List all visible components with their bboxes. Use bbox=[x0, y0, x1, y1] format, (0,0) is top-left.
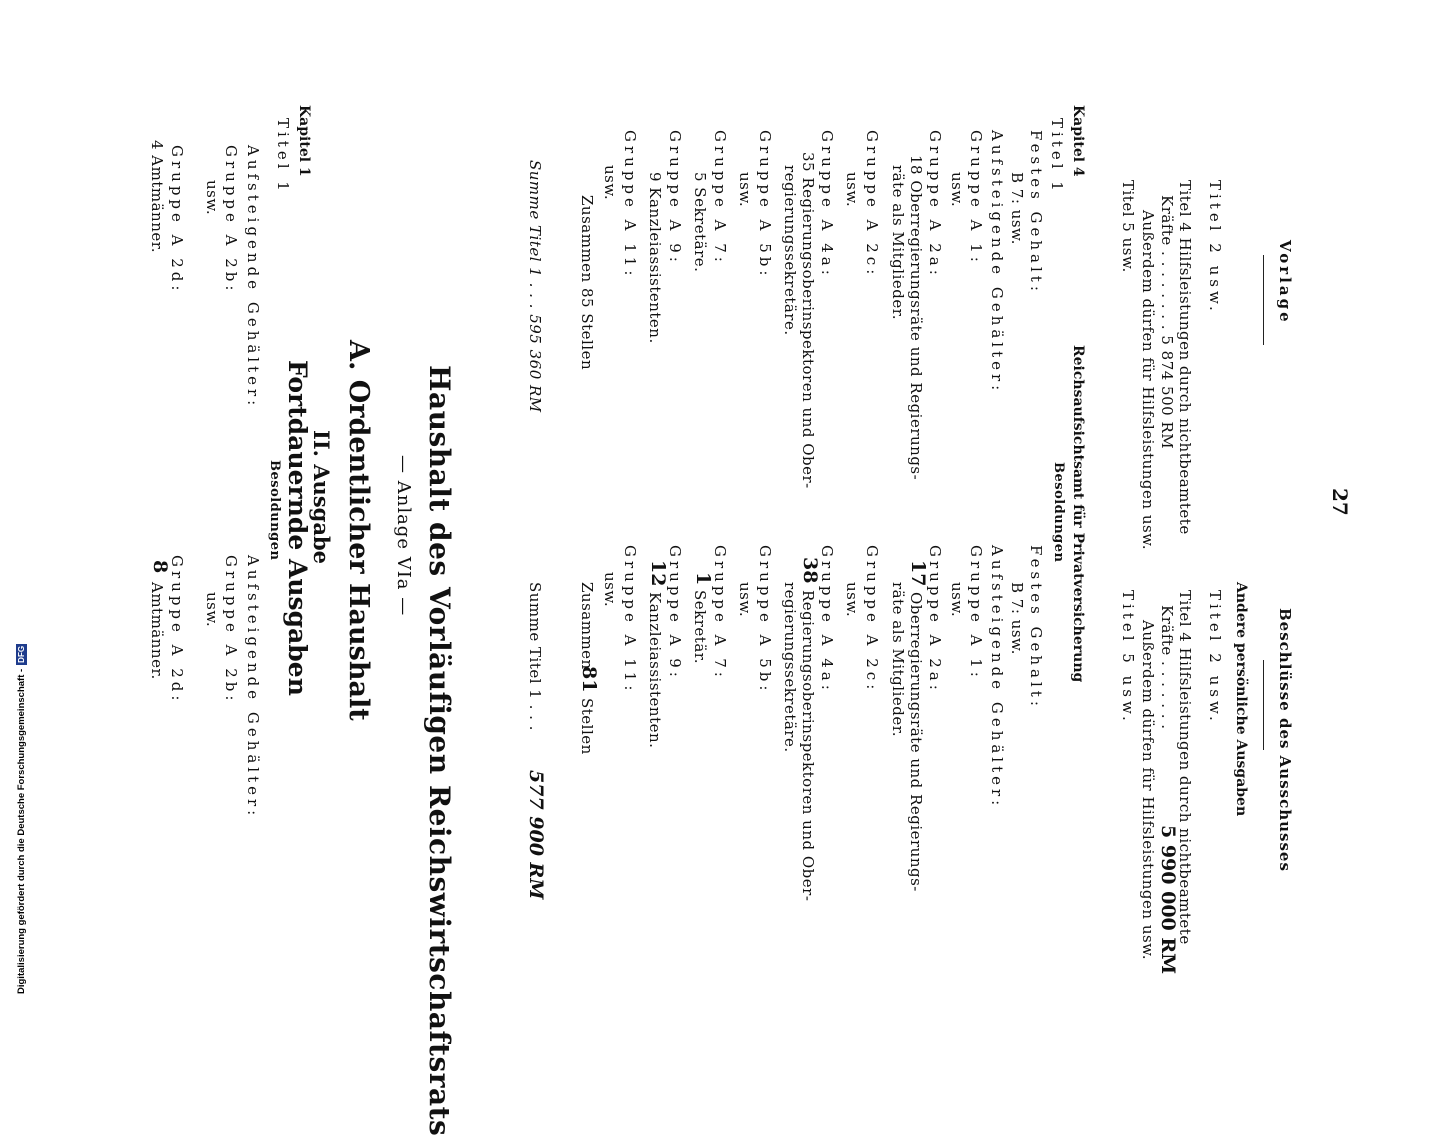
left-a1: Gruppe A 1: bbox=[967, 130, 985, 266]
page-number: 27 bbox=[1328, 488, 1352, 516]
section-besoldungen: Besoldungen bbox=[267, 460, 282, 561]
left-kapitel4: Kapitel 4 bbox=[1070, 105, 1086, 177]
left-a9: Gruppe A 9: bbox=[666, 130, 684, 266]
lower-right-usw: usw. bbox=[203, 592, 221, 628]
right-besoldungen: Besoldungen bbox=[1051, 462, 1066, 563]
right-a2a: Gruppe A 2a: bbox=[926, 545, 944, 694]
right-summe-value: 577 900 RM bbox=[525, 770, 547, 900]
right-a4a: Gruppe A 4a: bbox=[818, 545, 836, 694]
right-zusammen-num: 81 bbox=[578, 666, 600, 693]
section-ausgabe: II. Ausgabe bbox=[309, 430, 334, 564]
right-a2a-text: Oberregierungsräte und Regierungs- bbox=[907, 592, 925, 892]
right-zusammen-post: Stellen bbox=[578, 698, 596, 755]
right-aufsteigende: Aufsteigende Gehälter: bbox=[988, 545, 1006, 810]
lower-left-aufsteigende: Aufsteigende Gehälter: bbox=[244, 145, 262, 410]
lower-right-amtmaenner: Amtmänner. bbox=[148, 582, 166, 680]
right-kraefte: Kräfte . . . . . . . bbox=[1158, 605, 1176, 730]
header-rule-left bbox=[1263, 255, 1264, 345]
line-ausserdem: Außerdem dürfen für Hilfsleistungen usw. bbox=[1139, 210, 1157, 551]
right-a11: Gruppe A 11: bbox=[621, 545, 639, 695]
right-kraefte-value: 5 990 000 RM bbox=[1157, 825, 1179, 975]
left-a11-usw: usw. bbox=[601, 165, 619, 201]
right-a2c-usw: usw. bbox=[843, 582, 861, 618]
left-a2a-text: 18 Oberregierungsräte und Regierungs- bbox=[907, 155, 925, 481]
lower-left-kapitel: Kapitel 1 bbox=[296, 105, 312, 177]
left-a1-usw: usw. bbox=[948, 172, 966, 208]
line-titel5: Titel 5 usw. bbox=[1119, 180, 1137, 273]
left-a4a: Gruppe A 4a: bbox=[818, 130, 836, 279]
right-andere: Andere persönliche Ausgaben bbox=[1233, 582, 1249, 817]
left-a5b: Gruppe A 5b: bbox=[756, 130, 774, 280]
right-a9-num: 12 bbox=[647, 560, 669, 587]
right-a5b-usw: usw. bbox=[736, 582, 754, 618]
right-a7-text: Sekretär. bbox=[691, 590, 709, 665]
right-a7-num: 1 bbox=[692, 572, 714, 586]
lower-left-usw: usw. bbox=[203, 180, 221, 216]
lower-left-a2b: Gruppe A 2b: bbox=[222, 145, 240, 295]
right-b7: B 7: usw. bbox=[1008, 582, 1026, 655]
right-a4a-text: Regierungsoberinspektoren und Ober- bbox=[799, 590, 817, 902]
left-a7-text: 5 Sekretäre. bbox=[691, 172, 709, 273]
right-a2c: Gruppe A 2c: bbox=[863, 545, 881, 694]
section-ordentlich: A. Ordentlicher Haushalt bbox=[343, 340, 374, 721]
left-b7: B 7: usw. bbox=[1008, 172, 1026, 245]
left-a5b-usw: usw. bbox=[736, 172, 754, 208]
left-a2a-text2: räte als Mitglieder. bbox=[889, 165, 907, 321]
right-ausserdem: Außerdem dürfen für Hilfsleistungen usw. bbox=[1139, 620, 1157, 961]
header-vorlage: Vorlage bbox=[1276, 240, 1294, 325]
right-a5b: Gruppe A 5b: bbox=[756, 545, 774, 695]
right-a2a-text2: räte als Mitglieder. bbox=[889, 582, 907, 738]
left-zusammen: Zusammen 85 Stellen bbox=[578, 195, 596, 371]
left-a11: Gruppe A 11: bbox=[621, 130, 639, 280]
dfg-logo: DFG bbox=[16, 645, 26, 663]
line-titel2: Titel 2 usw. bbox=[1206, 180, 1224, 315]
lower-left-amtmaenner: 4 Amtmänner. bbox=[148, 140, 166, 254]
right-titel2: Titel 2 usw. bbox=[1206, 590, 1224, 725]
right-a9-text: Kanzleiassistenten. bbox=[646, 592, 664, 749]
left-a2c: Gruppe A 2c: bbox=[863, 130, 881, 279]
line-titel4: Titel 4 Hilfsleistungen durch nichtbeamtete bbox=[1176, 180, 1194, 535]
left-titel1: Titel 1 bbox=[1048, 118, 1066, 195]
right-a9: Gruppe A 9: bbox=[666, 545, 684, 681]
right-a4a-text2: regierungssekretäre. bbox=[781, 582, 799, 753]
left-aufsteigende: Aufsteigende Gehälter: bbox=[988, 130, 1006, 395]
right-a1-usw: usw. bbox=[948, 582, 966, 618]
line-kraefte: Kräfte . . . . . . . . 5 874 500 RM bbox=[1158, 195, 1176, 450]
section-anlage: — Anlage VIa — bbox=[393, 455, 414, 617]
left-a4a-text2: regierungssekretäre. bbox=[781, 165, 799, 336]
left-a7: Gruppe A 7: bbox=[711, 130, 729, 266]
right-amt: Reichsaufsichtsamt für Privatversicherung bbox=[1070, 345, 1086, 683]
lower-left-a2d: Gruppe A 2d: bbox=[168, 145, 186, 295]
right-titel5: Titel 5 usw. bbox=[1119, 590, 1137, 725]
left-a4a-text: 35 Regierungsoberinspektoren und Ober- bbox=[799, 152, 817, 489]
left-a2a: Gruppe A 2a: bbox=[926, 130, 944, 279]
right-a1: Gruppe A 1: bbox=[967, 545, 985, 681]
left-a9-text: 9 Kanzleiassistenten. bbox=[646, 172, 664, 344]
right-a4a-num: 38 bbox=[799, 557, 821, 584]
right-zusammen-pre: Zusammen bbox=[578, 582, 596, 670]
header-rule-right bbox=[1263, 660, 1264, 750]
lower-right-a2d: Gruppe A 2d: bbox=[168, 555, 186, 705]
lower-left-titel: Titel 1 bbox=[274, 118, 292, 195]
right-a2a-num: 17 bbox=[907, 560, 929, 587]
left-festes: Festes Gehalt: bbox=[1027, 130, 1045, 295]
left-a2c-usw: usw. bbox=[843, 172, 861, 208]
digitization-footer bbox=[0, 604, 27, 994]
header-beschluesse: Beschlüsse des Ausschusses bbox=[1276, 608, 1294, 872]
section-title: Haushalt des Vorläufigen Reichswirtschaftsrats bbox=[423, 365, 456, 1136]
right-festes: Festes Gehalt: bbox=[1027, 545, 1045, 710]
left-summe: Summe Titel 1 . . . 595 360 RM bbox=[526, 160, 544, 413]
footer-text: Digitalisierung gefördert durch die Deutsche Forschungsgemeinschaft - bbox=[15, 668, 27, 994]
lower-right-a2b: Gruppe A 2b: bbox=[222, 555, 240, 705]
right-a11-usw: usw. bbox=[601, 572, 619, 608]
right-a7: Gruppe A 7: bbox=[711, 545, 729, 681]
lower-right-amtmaenner-num: 8 bbox=[149, 560, 171, 574]
right-titel4: Titel 4 Hilfsleistungen durch nichtbeamtete bbox=[1176, 590, 1194, 945]
section-fortdauernde: Fortdauernde Ausgaben bbox=[283, 360, 312, 696]
lower-right-aufsteigende: Aufsteigende Gehälter: bbox=[244, 555, 262, 820]
right-summe: Summe Titel 1 . . . bbox=[526, 582, 544, 731]
